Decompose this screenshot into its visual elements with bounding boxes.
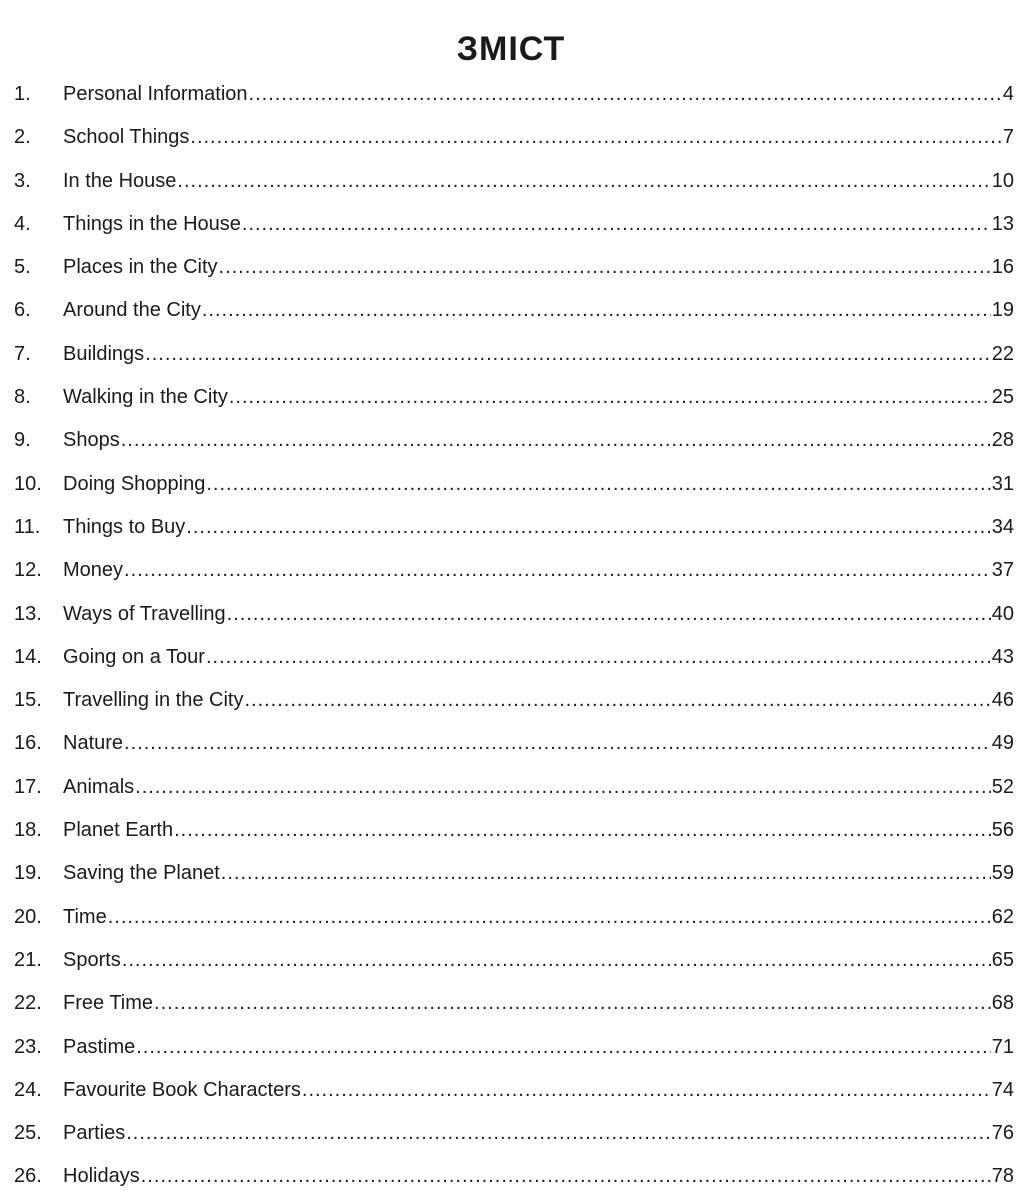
entry-page-number: 10 <box>991 169 1014 192</box>
toc-entry-18[interactable] <box>14 809 1014 852</box>
entry-number: 23. <box>14 1035 42 1058</box>
entry-number: 4. <box>14 212 31 235</box>
entry-page-number: 78 <box>991 1165 1014 1188</box>
entry-page-number: 22 <box>991 342 1014 365</box>
toc-entry-20[interactable] <box>14 896 1014 939</box>
dot-leader <box>202 289 991 332</box>
toc-entry-22[interactable] <box>14 982 1014 1025</box>
entry-page-number: 28 <box>991 429 1014 452</box>
toc-entry-3[interactable] <box>14 160 1014 203</box>
dot-leader <box>136 1026 991 1069</box>
dot-leader <box>186 506 990 549</box>
entry-number: 17. <box>14 775 42 798</box>
entry-page-number: 34 <box>991 515 1014 538</box>
entry-page-number: 40 <box>991 602 1014 625</box>
entry-number: 5. <box>14 256 31 279</box>
entry-page-number: 31 <box>991 472 1014 495</box>
entry-title: Things in the House <box>63 212 241 235</box>
dot-leader <box>249 73 1002 116</box>
entry-title: Places in the City <box>63 256 218 279</box>
dot-leader <box>174 809 991 852</box>
dot-leader <box>242 203 991 246</box>
entry-page-number: 7 <box>1002 126 1014 149</box>
dot-leader <box>135 766 991 809</box>
entry-page-number: 71 <box>991 1035 1014 1058</box>
entry-title: Free Time <box>63 992 154 1015</box>
dot-leader <box>221 852 991 895</box>
toc-entry-15[interactable] <box>14 679 1014 722</box>
entry-page-number: 19 <box>991 299 1014 322</box>
entry-number: 13. <box>14 602 42 625</box>
entry-title: Parties <box>63 1122 126 1145</box>
dot-leader <box>124 722 991 765</box>
dot-leader <box>227 593 991 636</box>
toc-entry-23[interactable] <box>14 1026 1014 1069</box>
entry-number: 24. <box>14 1078 42 1101</box>
entry-number: 7. <box>14 342 31 365</box>
entry-number: 6. <box>14 299 31 322</box>
entry-title: Saving the Planet <box>63 862 220 885</box>
dot-leader <box>122 939 991 982</box>
entry-title: Favourite Book Characters <box>63 1078 301 1101</box>
entry-number: 16. <box>14 732 42 755</box>
dot-leader <box>145 333 991 376</box>
entry-title: Ways of Travelling <box>63 602 226 625</box>
dot-leader <box>190 116 1001 159</box>
entry-title: Walking in the City <box>63 386 228 409</box>
toc-entry-24[interactable] <box>14 1069 1014 1112</box>
dot-leader <box>141 1155 991 1198</box>
entry-number: 26. <box>14 1165 42 1188</box>
entry-page-number: 46 <box>991 689 1014 712</box>
entry-number: 21. <box>14 948 42 971</box>
toc-entry-6[interactable] <box>14 289 1014 332</box>
entry-number: 20. <box>14 905 42 928</box>
entry-page-number: 52 <box>991 775 1014 798</box>
entry-page-number: 49 <box>991 732 1014 755</box>
dot-leader <box>177 160 990 203</box>
toc-entry-19[interactable] <box>14 852 1014 895</box>
entry-number: 3. <box>14 169 31 192</box>
toc-entry-8[interactable] <box>14 376 1014 419</box>
entry-title: Around the City <box>63 299 201 322</box>
toc-entry-11[interactable] <box>14 506 1014 549</box>
toc-entry-21[interactable] <box>14 939 1014 982</box>
entry-title: Planet Earth <box>63 819 174 842</box>
toc-entry-7[interactable] <box>14 333 1014 376</box>
entry-page-number: 4 <box>1002 83 1014 105</box>
entry-title: Animals <box>63 775 135 798</box>
entry-title: Holidays <box>63 1165 140 1188</box>
dot-leader <box>229 376 991 419</box>
entry-number: 8. <box>14 386 31 409</box>
dot-leader <box>121 419 991 462</box>
toc-entry-5[interactable] <box>14 246 1014 289</box>
entry-title: Buildings <box>63 342 145 365</box>
entry-number: 9. <box>14 429 31 452</box>
dot-leader <box>219 246 991 289</box>
toc-entry-9[interactable] <box>14 419 1014 462</box>
entry-number: 25. <box>14 1122 42 1145</box>
toc-entry-2[interactable] <box>14 116 1014 159</box>
dot-leader <box>126 1112 991 1155</box>
entry-title: Going on a Tour <box>63 645 205 668</box>
entry-title: Sports <box>63 948 121 971</box>
toc-entry-1[interactable] <box>14 73 1014 116</box>
entry-page-number: 16 <box>991 256 1014 279</box>
entry-page-number: 68 <box>991 992 1014 1015</box>
entry-title: School Things <box>63 126 190 149</box>
toc-entry-10[interactable] <box>14 463 1014 506</box>
entry-page-number: 25 <box>991 386 1014 409</box>
entry-page-number: 74 <box>991 1078 1014 1101</box>
entry-title: Doing Shopping <box>63 472 206 495</box>
entry-title: Travelling in the City <box>63 689 244 712</box>
page-title: ЗМІСТ <box>456 29 566 68</box>
toc-entry-14[interactable] <box>14 636 1014 679</box>
entry-page-number: 56 <box>991 819 1014 842</box>
entry-number: 19. <box>14 862 42 885</box>
entry-number: 22. <box>14 992 42 1015</box>
entry-page-number: 43 <box>991 645 1014 668</box>
entry-page-number: 59 <box>991 862 1014 885</box>
entry-page-number: 62 <box>991 905 1014 928</box>
dot-leader <box>206 463 990 506</box>
entry-title: Nature <box>63 732 124 755</box>
entry-title: In the House <box>63 169 177 192</box>
entry-title: Shops <box>63 429 120 452</box>
entry-title: Pastime <box>63 1035 136 1058</box>
entry-page-number: 76 <box>991 1122 1014 1145</box>
entry-page-number: 37 <box>991 559 1014 582</box>
toc-entry-13[interactable] <box>14 593 1014 636</box>
entry-number: 1. <box>14 83 31 105</box>
table-of-contents <box>14 73 1014 1199</box>
dot-leader <box>154 982 991 1025</box>
toc-entry-26[interactable] <box>14 1155 1014 1198</box>
dot-leader <box>244 679 990 722</box>
entry-page-number: 65 <box>991 948 1014 971</box>
entry-title: Personal Information <box>63 83 248 105</box>
toc-entry-12[interactable] <box>14 549 1014 592</box>
dot-leader <box>206 636 991 679</box>
entry-title: Money <box>63 559 124 582</box>
entry-number: 12. <box>14 559 42 582</box>
entry-number: 2. <box>14 126 31 149</box>
entry-number: 10. <box>14 472 42 495</box>
toc-entry-17[interactable] <box>14 766 1014 809</box>
toc-entry-4[interactable] <box>14 203 1014 246</box>
dot-leader <box>108 896 991 939</box>
entry-page-number: 13 <box>991 212 1014 235</box>
entry-title: Things to Buy <box>63 515 186 538</box>
dot-leader <box>124 549 991 592</box>
entry-title: Time <box>63 905 107 928</box>
entry-number: 14. <box>14 645 42 668</box>
entry-number: 15. <box>14 689 42 712</box>
entry-number: 18. <box>14 819 42 842</box>
dot-leader <box>302 1069 991 1112</box>
toc-entry-25[interactable] <box>14 1112 1014 1155</box>
entry-number: 11. <box>14 515 41 538</box>
toc-entry-16[interactable] <box>14 722 1014 765</box>
